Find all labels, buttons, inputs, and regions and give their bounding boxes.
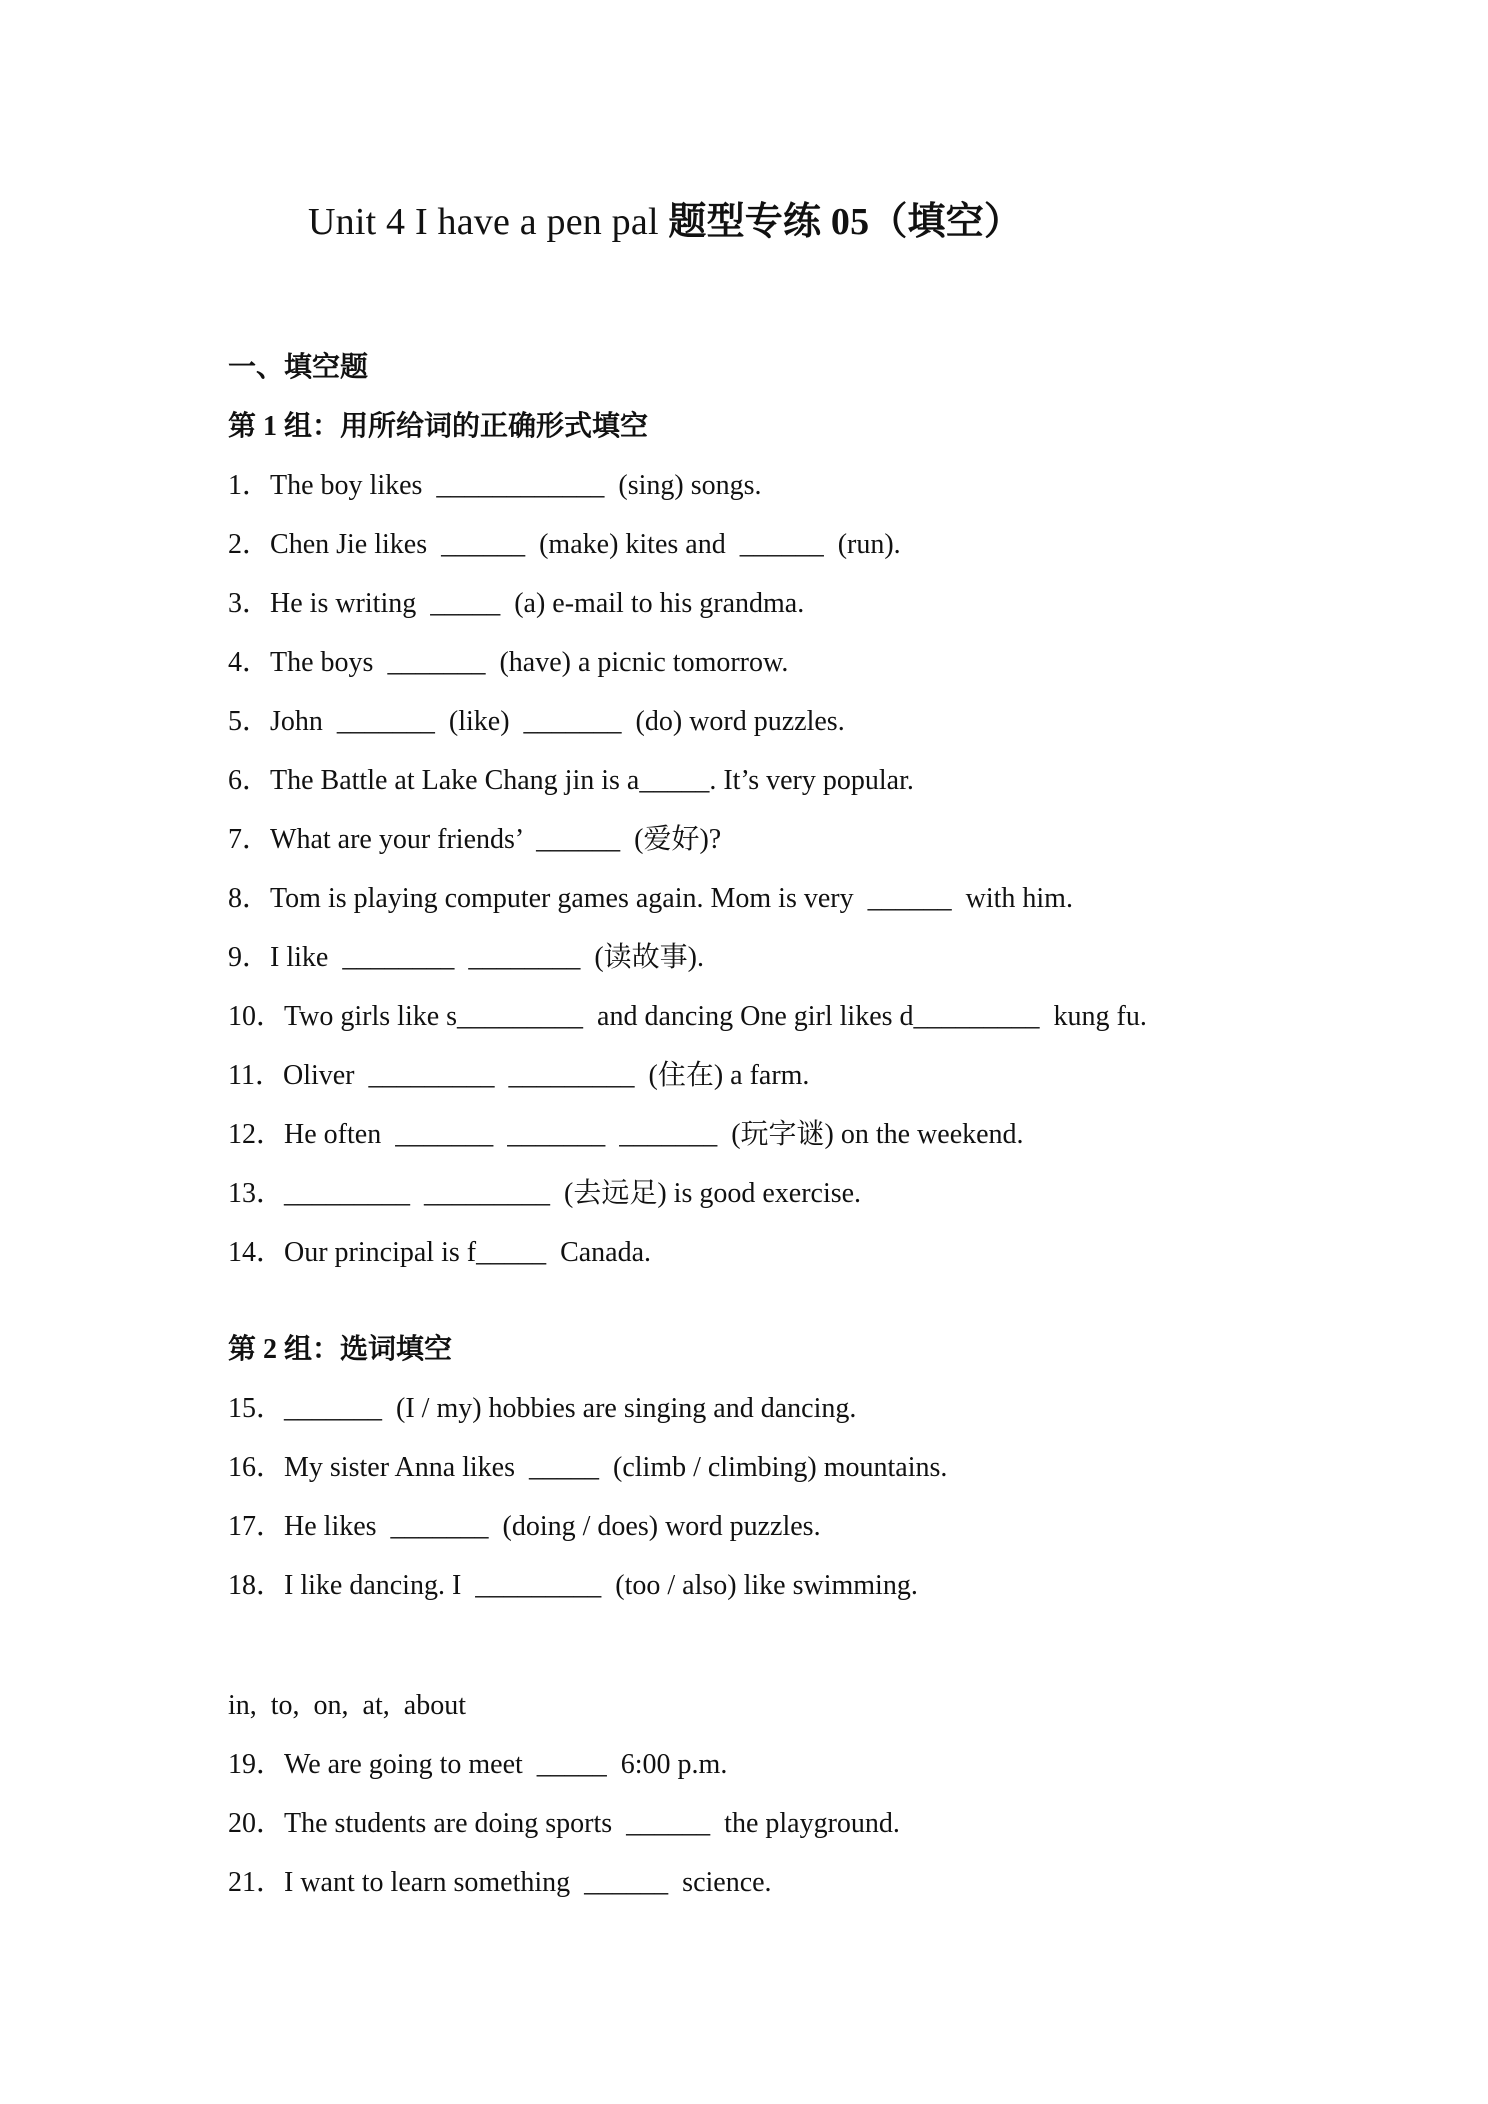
question-text: _______ (I / my) hobbies are singing and dancing. (284, 1393, 857, 1424)
question-1 (228, 464, 762, 508)
question-20 (228, 1802, 900, 1846)
question-text: Tom is playing computer games again. Mom is very ______ with him. (270, 883, 1073, 914)
question-12 (228, 1113, 1024, 1157)
question-number: 5． (228, 706, 271, 737)
question-text: We are going to meet _____ 6:00 p.m. (284, 1749, 728, 1780)
question-number: 15． (228, 1393, 285, 1424)
question-text: _________ _________ (去远足) is good exercise. (284, 1178, 862, 1209)
question-number: 21． (228, 1867, 285, 1898)
question-number: 4． (228, 647, 271, 678)
question-number: 14． (228, 1237, 285, 1268)
question-7 (228, 818, 721, 862)
question-text: What are your friends’ ______ (爱好)? (270, 824, 722, 855)
question-text: He often _______ _______ _______ (玩字谜) on the weekend. (284, 1119, 1024, 1150)
group-2-heading: 第 2 组：选词填空 (228, 1334, 453, 1365)
question-number: 9． (228, 942, 271, 973)
question-number: 10． (228, 1001, 285, 1032)
question-text: Chen Jie likes ______ (make) kites and ______ (run). (270, 529, 901, 560)
question-text: I like ________ ________ (读故事). (270, 942, 704, 973)
question-number: 8． (228, 883, 271, 914)
question-number: 13． (228, 1178, 285, 1209)
section-heading: 一、填空题 (228, 352, 369, 383)
title-part-2: 题型专练 (668, 201, 831, 243)
question-text: He likes _______ (doing / does) word puzzles. (284, 1511, 821, 1542)
question-number: 6． (228, 765, 271, 796)
question-4 (228, 641, 788, 685)
title-part-3: 05（填空） (830, 201, 1023, 243)
question-text: John _______ (like) _______ (do) word puzzles. (270, 706, 845, 737)
question-18 (228, 1564, 918, 1608)
question-text: Two girls like s_________ and dancing One girl likes d_________ kung fu. (284, 1001, 1147, 1032)
question-text: Oliver _________ _________ (住在) a farm. (282, 1060, 810, 1091)
question-number: 11． (228, 1060, 283, 1091)
question-text: Our principal is f_____ Canada. (284, 1237, 652, 1268)
question-number: 19． (228, 1749, 285, 1780)
question-number: 2． (228, 529, 271, 560)
question-13 (228, 1172, 861, 1216)
question-number: 18． (228, 1570, 285, 1601)
question-text: The boy likes ____________ (sing) songs. (270, 470, 762, 501)
question-number: 16． (228, 1452, 285, 1483)
question-number: 17． (228, 1511, 285, 1542)
question-21 (228, 1861, 772, 1905)
question-17 (228, 1505, 821, 1549)
question-text: The students are doing sports ______ the playground. (284, 1808, 900, 1839)
page-title (308, 194, 1022, 250)
question-2 (228, 523, 901, 567)
word-bank: in, to, on, at, about (228, 1690, 466, 1721)
question-15 (228, 1387, 856, 1431)
question-9 (228, 936, 704, 980)
question-number: 1． (228, 470, 271, 501)
question-number: 3． (228, 588, 271, 619)
group-1-heading: 第 1 组：用所给词的正确形式填空 (228, 411, 649, 442)
question-3 (228, 582, 804, 626)
question-number: 20． (228, 1808, 285, 1839)
question-text: My sister Anna likes _____ (climb / climbing) mountains. (284, 1452, 948, 1483)
question-5 (228, 700, 845, 744)
question-text: The Battle at Lake Chang jin is a_____. It’s very popular. (270, 765, 914, 796)
question-6 (228, 759, 914, 803)
question-text: He is writing _____ (a) e-mail to his grandma. (270, 588, 805, 619)
question-10 (228, 995, 1147, 1039)
question-text: The boys _______ (have) a picnic tomorrow. (270, 647, 789, 678)
title-part-1: Unit 4 I have a pen pal (308, 201, 669, 243)
question-19 (228, 1743, 727, 1787)
question-number: 7． (228, 824, 271, 855)
question-8 (228, 877, 1073, 921)
question-11 (228, 1054, 809, 1098)
question-text: I want to learn something ______ science. (284, 1867, 772, 1898)
question-number: 12． (228, 1119, 285, 1150)
question-text: I like dancing. I _________ (too / also) like swimming. (284, 1570, 918, 1601)
question-16 (228, 1446, 947, 1490)
question-14 (228, 1231, 651, 1275)
